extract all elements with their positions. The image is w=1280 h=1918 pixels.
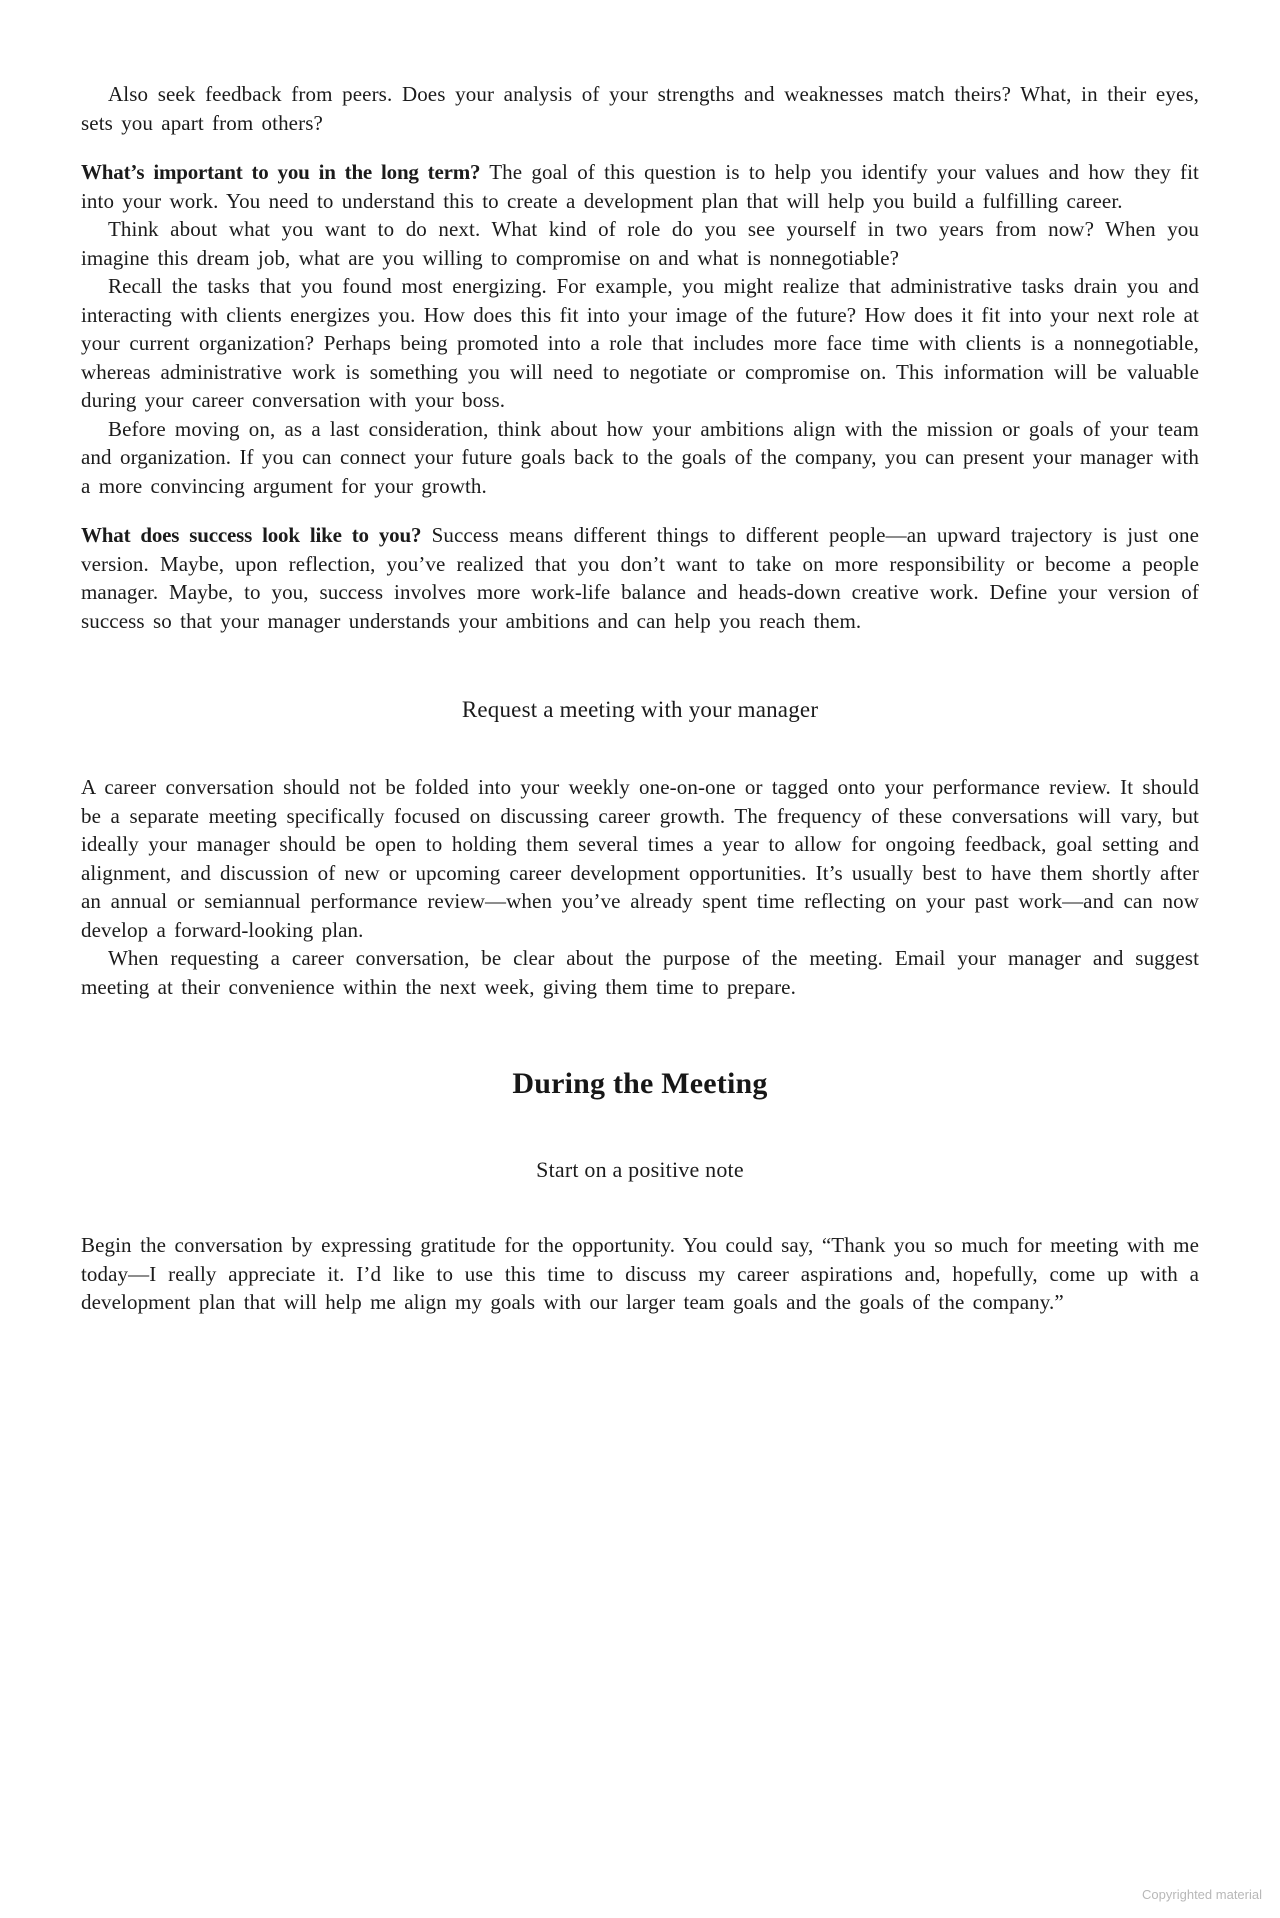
paragraph-requesting-conversation: When requesting a career conversation, be clear about the purpose of the meeting. Email your manager and suggest meeting at their convenience within the next week, giving them time to prepare. — [81, 946, 1199, 999]
question-lead-long-term: What’s important to you in the long term? — [81, 160, 481, 184]
paragraph-ambitions-align: Before moving on, as a last consideration, think about how your ambitions align with the mission or goals of your team and organization. If you can connect your future goals back to the goals of the company, you can present your manager with a more convincing argument for your growth. — [81, 416, 1199, 498]
copyright-notice: Copyrighted material — [1142, 1887, 1262, 1902]
paragraph-feedback-from-peers: Also seek feedback from peers. Does your analysis of your strengths and weaknesses match theirs? What, in their eyes, sets you apart from others? — [81, 82, 1199, 135]
paragraph-think-about-next: Think about what you want to do next. What kind of role do you see yourself in two years from now? When you imagine this dream job, what are you willing to compromise on and what is nonnegotiable? — [81, 217, 1199, 270]
paragraph-long-term-question — [81, 158, 1199, 215]
subsection-heading-positive-note: Start on a positive note — [536, 1157, 744, 1182]
chapter-heading-during-meeting: During the Meeting — [512, 1067, 768, 1100]
section-heading-request-meeting: Request a meeting with your manager — [461, 697, 819, 722]
paragraph-begin-conversation: Begin the conversation by expressing gratitude for the opportunity. You could say, “Thank you so much for meeting with me today—I really appreciate it. I’d like to use this time to discuss my career aspirations and, hopefully, come up with a development plan that will help me align my goals with our larger team goals and the goals of the company.” — [81, 1233, 1199, 1314]
text-content — [81, 80, 1199, 1317]
paragraph-career-conversation: A career conversation should not be folded into your weekly one-on-one or tagged onto your performance review. It should be a separate meeting specifically focused on discussing career growth. The frequency of these conversations will vary, but ideally your manager should be open to holding them several times a year to allow for ongoing feedback, goal setting and alignment, and discussion of new or upcoming career development opportunities. It’s usually best to have them shortly after an annual or semiannual performance review—when you’ve already spent time reflecting on your past work—and can now develop a forward-looking plan. — [81, 775, 1199, 942]
paragraph-recall-tasks: Recall the tasks that you found most energizing. For example, you might realize that administrative tasks drain you and interacting with clients energizes you. How does this fit into your image of the future? How does it fit into your next role at your current organization? Perhaps being promoted into a role that includes more face time with clients is a nonnegotiable, whereas administrative work is something you will need to negotiate or compromise on. This information will be valuable during your career conversation with your boss. — [81, 274, 1199, 412]
question-body-success: Success means different things to different people—an upward trajectory is just one version. Maybe, upon reflection, you’ve realized that you don’t want to take on more responsibility or become a people manager. Maybe, to you, success involves more work-life balance and heads-down creative work. Define your version of success so that your manager understands your ambitions and can help you reach them. — [81, 523, 1199, 633]
question-lead-success: What does success look like to you? — [81, 523, 422, 547]
paragraph-success-question — [81, 521, 1199, 635]
question-body-long-term: The goal of this question is to help you identify your values and how they fit into your work. You need to understand this to create a development plan that will help you build a fulfilling career. — [81, 160, 1199, 213]
